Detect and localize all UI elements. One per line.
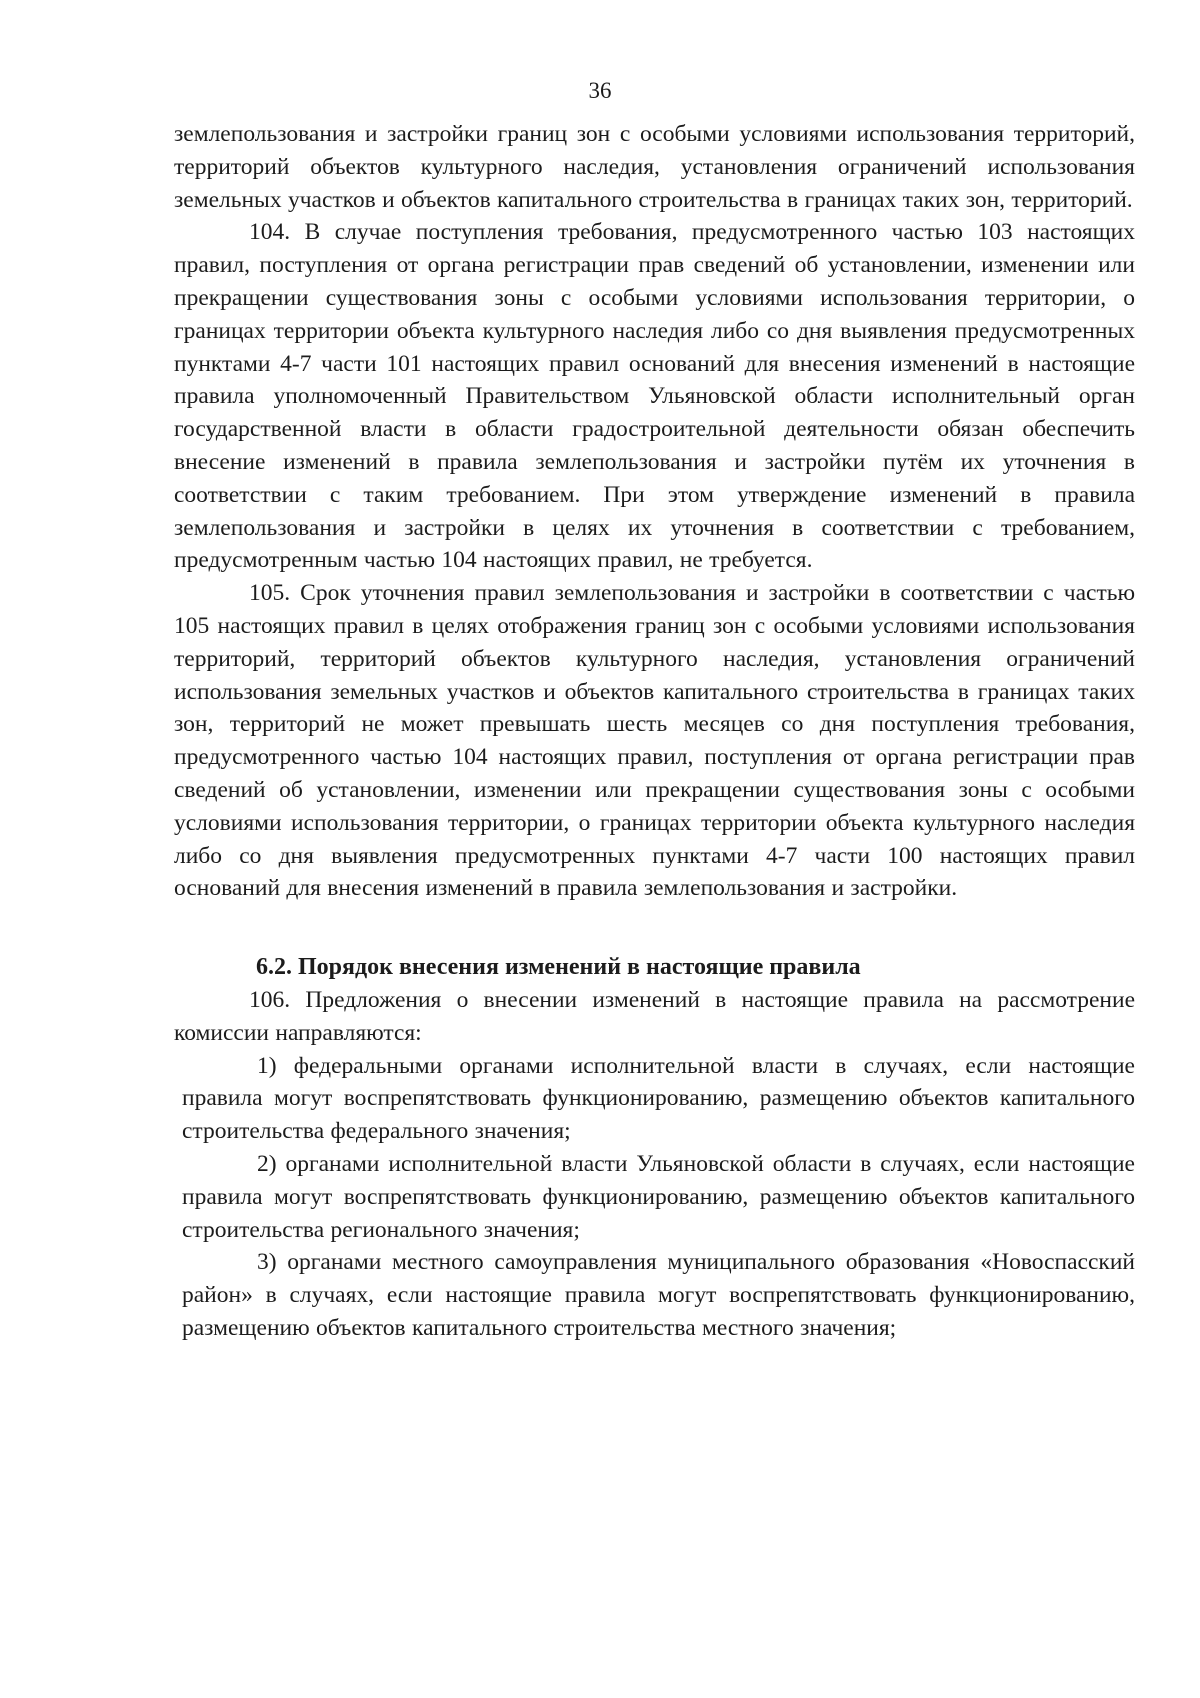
- page-number: 36: [588, 78, 612, 103]
- section-heading: 6.2. Порядок внесения изменений в настоящие правила: [256, 954, 861, 981]
- document-body: [174, 118, 1135, 1345]
- list-item-regional: 2) органами исполнительной власти Ульяновской области в случаях, если настоящие правила могут воспрепятствовать функционированию, размещению объектов капитального строительства регионального значения;: [182, 1150, 1135, 1243]
- paragraph-105: 105. Срок уточнения правил землепользования и застройки в соответствии с частью 105 настоящих правил в целях отображения границ зон с особыми условиями использования территорий, территорий объектов культурного наследия, установления ограничений использования земельных участков и объектов капитального строительства в границах таких зон, территорий не может превышать шесть месяцев со дня поступления требования, предусмотренного частью 104 настоящих правил, поступления от органа регистрации прав сведений об установлении, изменении или прекращении существования зоны с особыми условиями использования территории, о границах территории объекта культурного наследия либо со дня выявления предусмотренных пунктами 4-7 части 100 настоящих правил оснований для внесения изменений в правила землепользования и застройки.: [174, 580, 1135, 902]
- list-item-local: 3) органами местного самоуправления муниципального образования «Новоспасский район» в случаях, если настоящие правила могут воспрепятствовать функционированию, размещению объектов капитального строительства местного значения;: [182, 1249, 1135, 1341]
- list-item-federal: 1) федеральными органами исполнительной власти в случаях, если настоящие правила могут воспрепятствовать функционированию, размещению объектов капитального строительства федерального значения;: [182, 1052, 1135, 1145]
- paragraph-continuation: землепользования и застройки границ зон с особыми условиями использования территорий, территорий объектов культурного наследия, установления ограничений использования земельных участков и объектов капитального строительства в границах таких зон, территорий.: [174, 121, 1135, 213]
- paragraph-106: 106. Предложения о внесении изменений в настоящие правила на рассмотрение комиссии направляются:: [174, 986, 1135, 1046]
- paragraph-104: 104. В случае поступления требования, предусмотренного частью 103 настоящих правил, поступления от органа регистрации прав сведений об установлении, изменении или прекращении существования зоны с особыми условиями использования территории, о границах территории объекта культурного наследия либо со дня выявления предусмотренных пунктами 4-7 части 101 настоящих правил оснований для внесения изменений в настоящие правила уполномоченный Правительством Ульяновской области исполнительный орган государственной власти в области градостроительной деятельности обязан обеспечить внесение изменений в правила землепользования и застройки путём их уточнения в соответствии с таким требованием. При этом утверждение изменений в правила землепользования и застройки в целях их уточнения в соответствии с требованием, предусмотренным частью 104 настоящих правил, не требуется.: [174, 219, 1135, 574]
